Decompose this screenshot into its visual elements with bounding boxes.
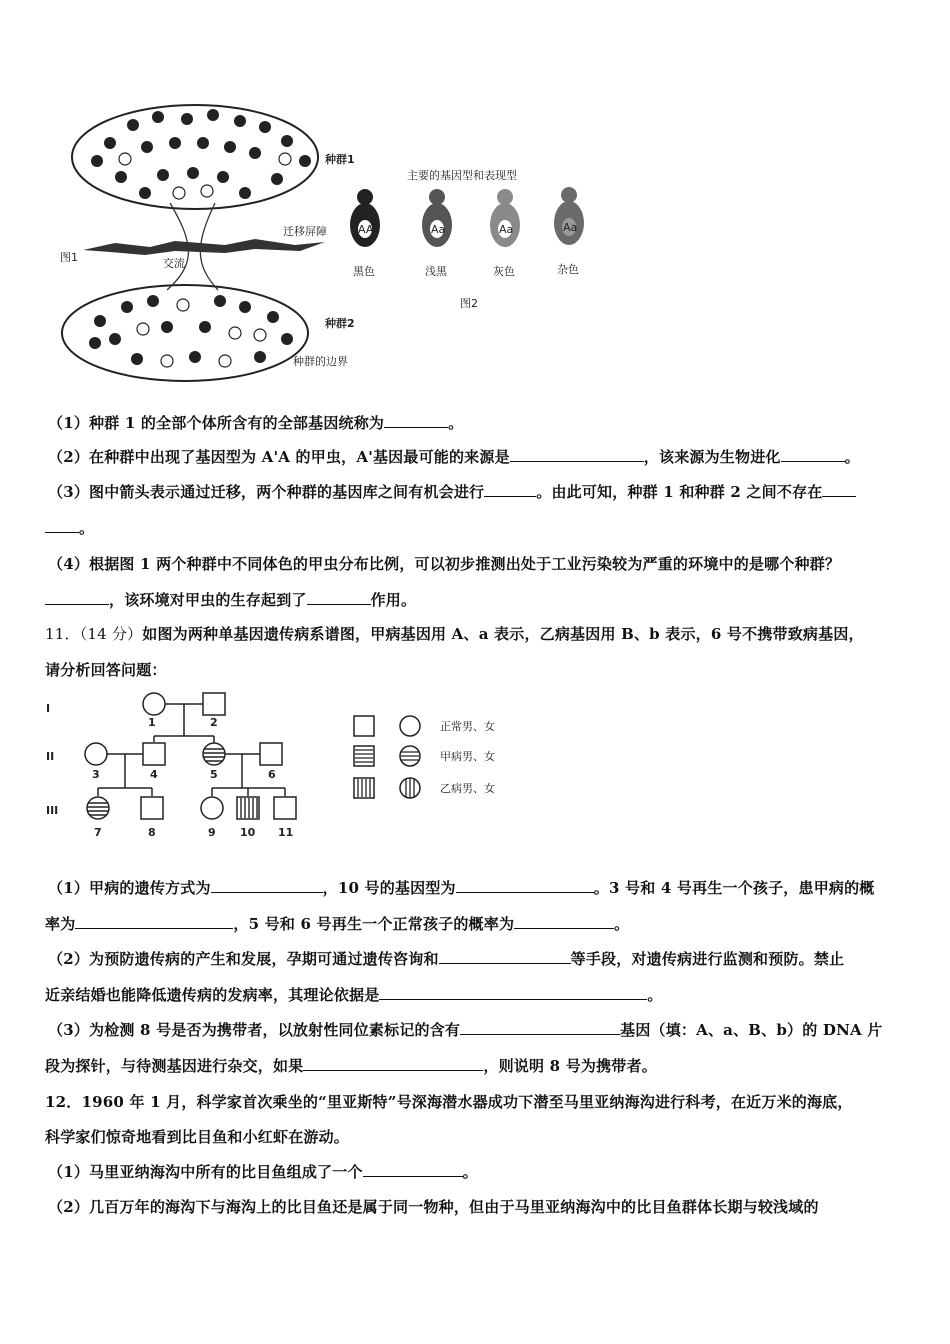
answer-blank[interactable] xyxy=(822,482,856,497)
q11-part3-cont: 段为探针，与待测基因进行杂交，如果 ，则说明 8 号为携带者。 xyxy=(45,1057,657,1075)
answer-blank[interactable] xyxy=(45,518,79,533)
svg-text:III: III xyxy=(46,804,59,817)
svg-text:II: II xyxy=(46,750,55,763)
q12-part1: （1）马里亚纳海沟中所有的比目鱼组成了一个 。 xyxy=(48,1163,478,1181)
legend-jia: 甲病男、女 xyxy=(440,750,495,763)
svg-text:11: 11 xyxy=(278,826,294,839)
q11-part2: （2）为预防遗传病的产生和发展，孕期可通过遗传咨询和 等手段，对遗传病进行监测和预防。禁止 xyxy=(48,950,845,968)
svg-text:黑色: 黑色 xyxy=(353,265,375,278)
svg-text:5: 5 xyxy=(210,768,218,781)
beetle-gray xyxy=(490,189,520,278)
q11-part1-cont: 率为 ，5 号和 6 号再生一个正常孩子的概率为 。 xyxy=(45,915,630,933)
answer-blank[interactable] xyxy=(510,447,644,462)
figure-1-populations xyxy=(55,95,615,385)
figure-2-label: 图2 xyxy=(460,297,478,310)
svg-text:10: 10 xyxy=(240,826,256,839)
svg-text:灰色: 灰色 xyxy=(493,265,515,278)
beetle-mottled xyxy=(554,187,584,276)
migration-barrier xyxy=(83,239,325,255)
q10-part4-cont: ，该环境对甲虫的生存起到了 作用。 xyxy=(45,589,416,610)
q12-stem-cont: 科学家们惊奇地看到比目鱼和小红虾在游动。 xyxy=(45,1128,350,1146)
pop1-beetles xyxy=(91,109,311,199)
svg-text:2: 2 xyxy=(210,716,218,729)
svg-text:I: I xyxy=(46,702,51,715)
population-1-ellipse xyxy=(72,105,318,209)
svg-text:7: 7 xyxy=(94,826,102,839)
svg-text:Aa: Aa xyxy=(431,223,446,236)
population-2-label: 种群2 xyxy=(325,317,355,330)
svg-text:6: 6 xyxy=(268,768,276,781)
svg-text:Aa: Aa xyxy=(563,221,578,234)
answer-blank[interactable] xyxy=(303,1056,483,1071)
q10-part3: （3）图中箭头表示通过迁移，两个种群的基因库之间有机会进行 。由此可知，种群 1 和种群 2 之间不存在 xyxy=(48,481,856,502)
svg-text:4: 4 xyxy=(150,768,158,781)
svg-text:杂色: 杂色 xyxy=(557,263,579,276)
answer-blank[interactable] xyxy=(75,914,233,929)
q10-part3-cont: 。 xyxy=(45,517,94,538)
answer-blank[interactable] xyxy=(363,1162,463,1177)
answer-blank[interactable] xyxy=(307,590,371,605)
q11-stem: 11．（14 分）如图为两种单基因遗传病系谱图，甲病基因用 A、a 表示，乙病基因用 B、b 表示，6 号不携带致病基因， xyxy=(45,625,864,643)
answer-blank[interactable] xyxy=(484,482,536,497)
barrier-label: 迁移屏障 xyxy=(283,225,327,238)
q12-stem: 12．1960 年 1 月，科学家首次乘坐的“里亚斯特”号深海潜水器成功下潜至马里亚纳海沟进行科考，在近万米的海底， xyxy=(45,1093,853,1111)
q11-part3: （3）为检测 8 号是否为携带者，以放射性同位素标记的含有 基因（填：A、a、B、b）的 DNA 片 xyxy=(48,1021,883,1039)
beetle-light-black xyxy=(422,189,452,278)
q11-part2-cont: 近亲结婚也能降低遗传病的发病率，其理论依据是 。 xyxy=(45,986,663,1004)
q11-part1: （1）甲病的遗传方式为 ，10 号的基因型为 。3 号和 4 号再生一个孩子，患甲病的概 xyxy=(48,879,875,897)
pedigree-chart xyxy=(40,690,540,850)
legend-yi: 乙病男、女 xyxy=(440,782,495,795)
genotype-title: 主要的基因型和表现型 xyxy=(407,169,517,182)
answer-blank[interactable] xyxy=(384,413,448,428)
q12-part2: （2）几百万年的海沟下与海沟上的比目鱼还是属于同一物种，但由于马里亚纳海沟中的比目鱼群体长期与较浅域的 xyxy=(48,1198,819,1216)
answer-blank[interactable] xyxy=(781,447,845,462)
svg-text:Aa: Aa xyxy=(499,223,514,236)
q10-part1: （1）种群 1 的全部个体所含有的全部基因统称为 。 xyxy=(48,414,464,432)
answer-blank[interactable] xyxy=(439,949,571,964)
population-1-label: 种群1 xyxy=(325,153,355,166)
answer-blank[interactable] xyxy=(211,878,323,893)
answer-blank[interactable] xyxy=(456,878,594,893)
answer-blank[interactable] xyxy=(460,1020,620,1035)
legend-normal: 正常男、女 xyxy=(440,720,495,733)
q10-part2: （2）在种群中出现了基因型为 A'A 的甲虫，A'基因最可能的来源是 ，该来源为生物进化 。 xyxy=(48,448,860,466)
answer-blank[interactable] xyxy=(379,985,647,1000)
answer-blank[interactable] xyxy=(45,590,109,605)
boundary-label: 种群的边界 xyxy=(293,355,348,368)
svg-text:AA: AA xyxy=(358,223,374,236)
svg-text:3: 3 xyxy=(92,768,100,781)
svg-text:9: 9 xyxy=(208,826,216,839)
beetle-black xyxy=(350,189,380,278)
q10-part4: （4）根据图 1 两个种群中不同体色的甲虫分布比例，可以初步推测出处于工业污染较为严重的环境中的是哪个种群？ xyxy=(48,555,841,573)
svg-text:浅黑: 浅黑 xyxy=(425,265,447,278)
answer-blank[interactable] xyxy=(514,914,614,929)
svg-text:8: 8 xyxy=(148,826,156,839)
exchange-label: 交流 xyxy=(163,257,185,270)
svg-text:1: 1 xyxy=(148,716,156,729)
figure-1-label: 图1 xyxy=(60,251,78,264)
q11-stem-cont: 请分析回答问题： xyxy=(45,661,167,679)
